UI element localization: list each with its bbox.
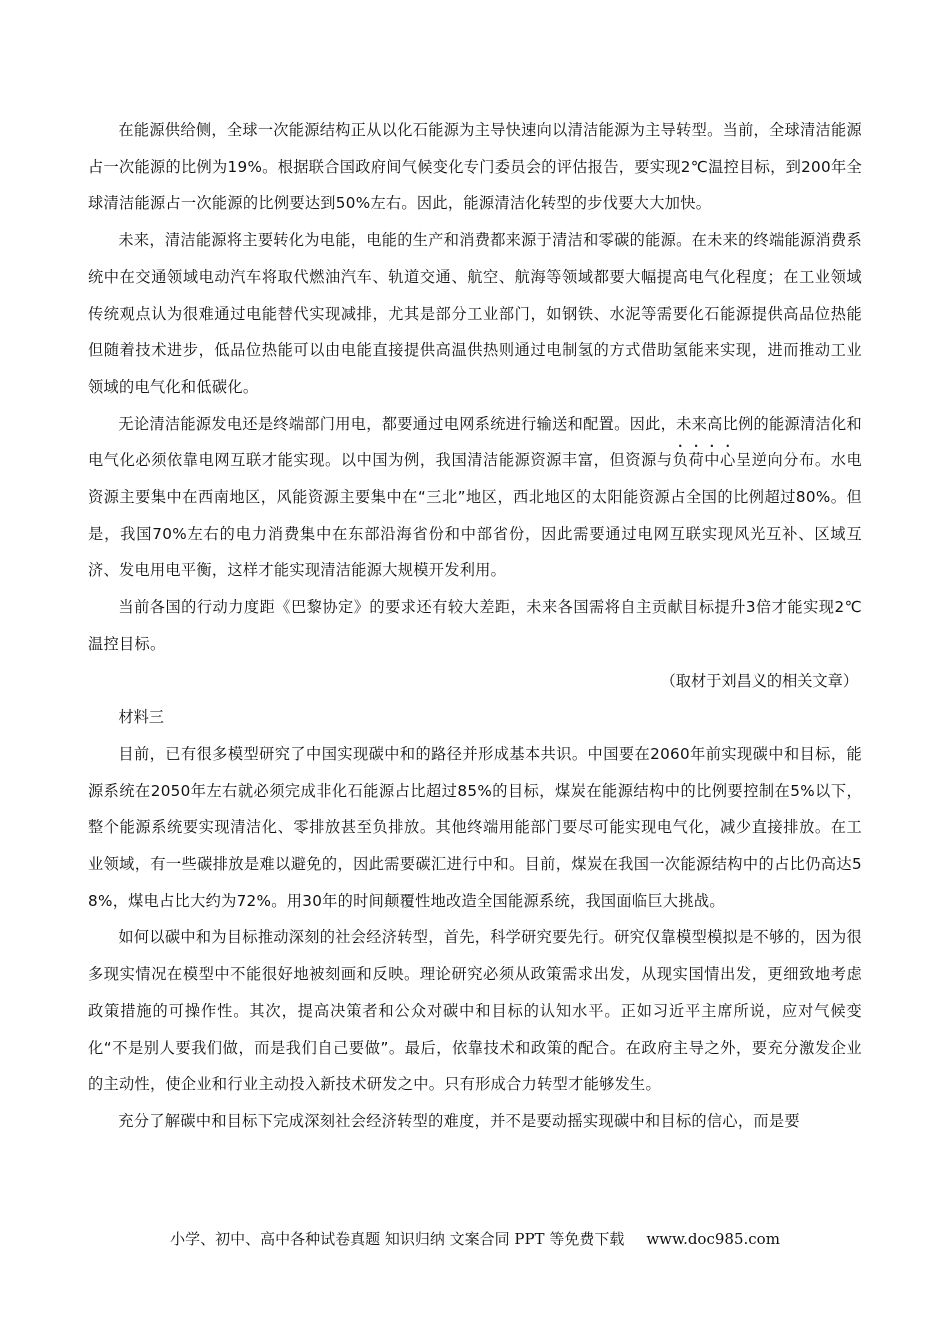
- source-note: （取材于刘昌义的相关文章）: [660, 671, 858, 690]
- paragraph-grid-interconnection: [88, 406, 862, 590]
- page-footer: [0, 1228, 950, 1249]
- paragraph-difficulty: 充分了解碳中和目标下完成深刻社会经济转型的难度，并不是要动摇实现碳中和目标的信心，而是要: [118, 1111, 800, 1130]
- document-body: [88, 112, 862, 1140]
- paragraph-energy-supply: 在能源供给侧，全球一次能源结构正从以化石能源为主导快速向以清洁能源为主导转型。当前，全球清洁能源占一次能源的比例为19%。根据联合国政府间气候变化专门委员会的评估报告，要实现2℃温控目标，到200年全球清洁能源占一次能源的比例要达到50%左右。因此，能源清洁化转型的步伐要大大加快。: [88, 121, 862, 213]
- paragraph-social-transition: 如何以碳中和为目标推动深刻的社会经济转型，首先，科学研究要先行。研究仅靠模型模拟是不够的，因为很多现实情况在模型中不能很好地被刻画和反映。理论研究必须从政策需求出发，从现实国情出发，更细致地考虑政策措施的可操作性。其次，提高决策者和公众对碳中和目标的认知水平。正如习近平主席所说，应对气候变化“不是别人要我们做，而是我们自己要做”。最后，依靠技术和政策的配合。在政府主导之外，要充分激发企业的主动性，使企业和行业主动投入新技术研发之中。只有形成合力转型才能够发生。: [88, 928, 862, 1094]
- paragraph-carbon-neutral-path: 目前，已有很多模型研究了中国实现碳中和的路径并形成基本共识。中国要在2060年前实现碳中和目标，能源系统在2050年左右就必须完成非化石能源占比超过85%的目标，煤炭在能源结构中的比例要控制在5%以下，整个能源系统要实现清洁化、零排放甚至负排放。其他终端用能部门要尽可能实现电气化，减少直接排放。在工业领域，有一些碳排放是难以避免的，因此需要碳汇进行中和。目前，煤炭在我国一次能源结构中的占比仍高达58%，煤电占比大约为72%。用30年的时间颠覆性地改造全国能源系统，我国面临巨大挑战。: [88, 744, 862, 910]
- footer-url[interactable]: www.doc985.com: [646, 1230, 780, 1248]
- paragraph-grid-text-before: 无论清洁能源发电还是终端部门用电，都要通过电网系统进行输送和配置。因此，未来高比例的能源清洁化和电气化必须依靠电网互联才能实现。以中国为例，我国清洁能源资源丰富，但资源与: [88, 414, 862, 470]
- paragraph-electrification: 未来，清洁能源将主要转化为电能，电能的生产和消费都来源于清洁和零碳的能源。在未来的终端能源消费系统中在交通领域电动汽车将取代燃油汽车、轨道交通、航空、航海等领域都要大幅提高电气化程度；在工业领域传统观点认为很难通过电能替代实现减排，尤其是部分工业部门，如钢铁、水泥等需要化石能源提供高品位热能但随着技术进步，低品位热能可以由电能直接提供高温供热则通过电制氢的方式借助氢能来实现，进而推动工业领域的电气化和低碳化。: [88, 231, 862, 396]
- emphasis-load-center: 负荷中心: [672, 451, 736, 470]
- material-label: 材料三: [118, 708, 164, 727]
- footer-text: 小学、初中、高中各种试卷真题 知识归纳 文案合同 PPT 等免费下载: [170, 1230, 625, 1248]
- paragraph-paris-agreement: 当前各国的行动力度距《巴黎协定》的要求还有较大差距，未来各国需将自主贡献目标提升3倍才能实现2℃温控目标。: [88, 598, 862, 653]
- paragraph-grid-text-after: 呈逆向分布。水电资源主要集中在西南地区，风能资源主要集中在“三北”地区，西北地区的太阳能资源占全国的比例超过80%。但是，我国70%左右的电力消费集中在东部沿海省份和中部省份，因此需要通过电网互联实现风光互补、区域互济、发电用电平衡，这样才能实现清洁能源大规模开发利用。: [88, 451, 862, 580]
